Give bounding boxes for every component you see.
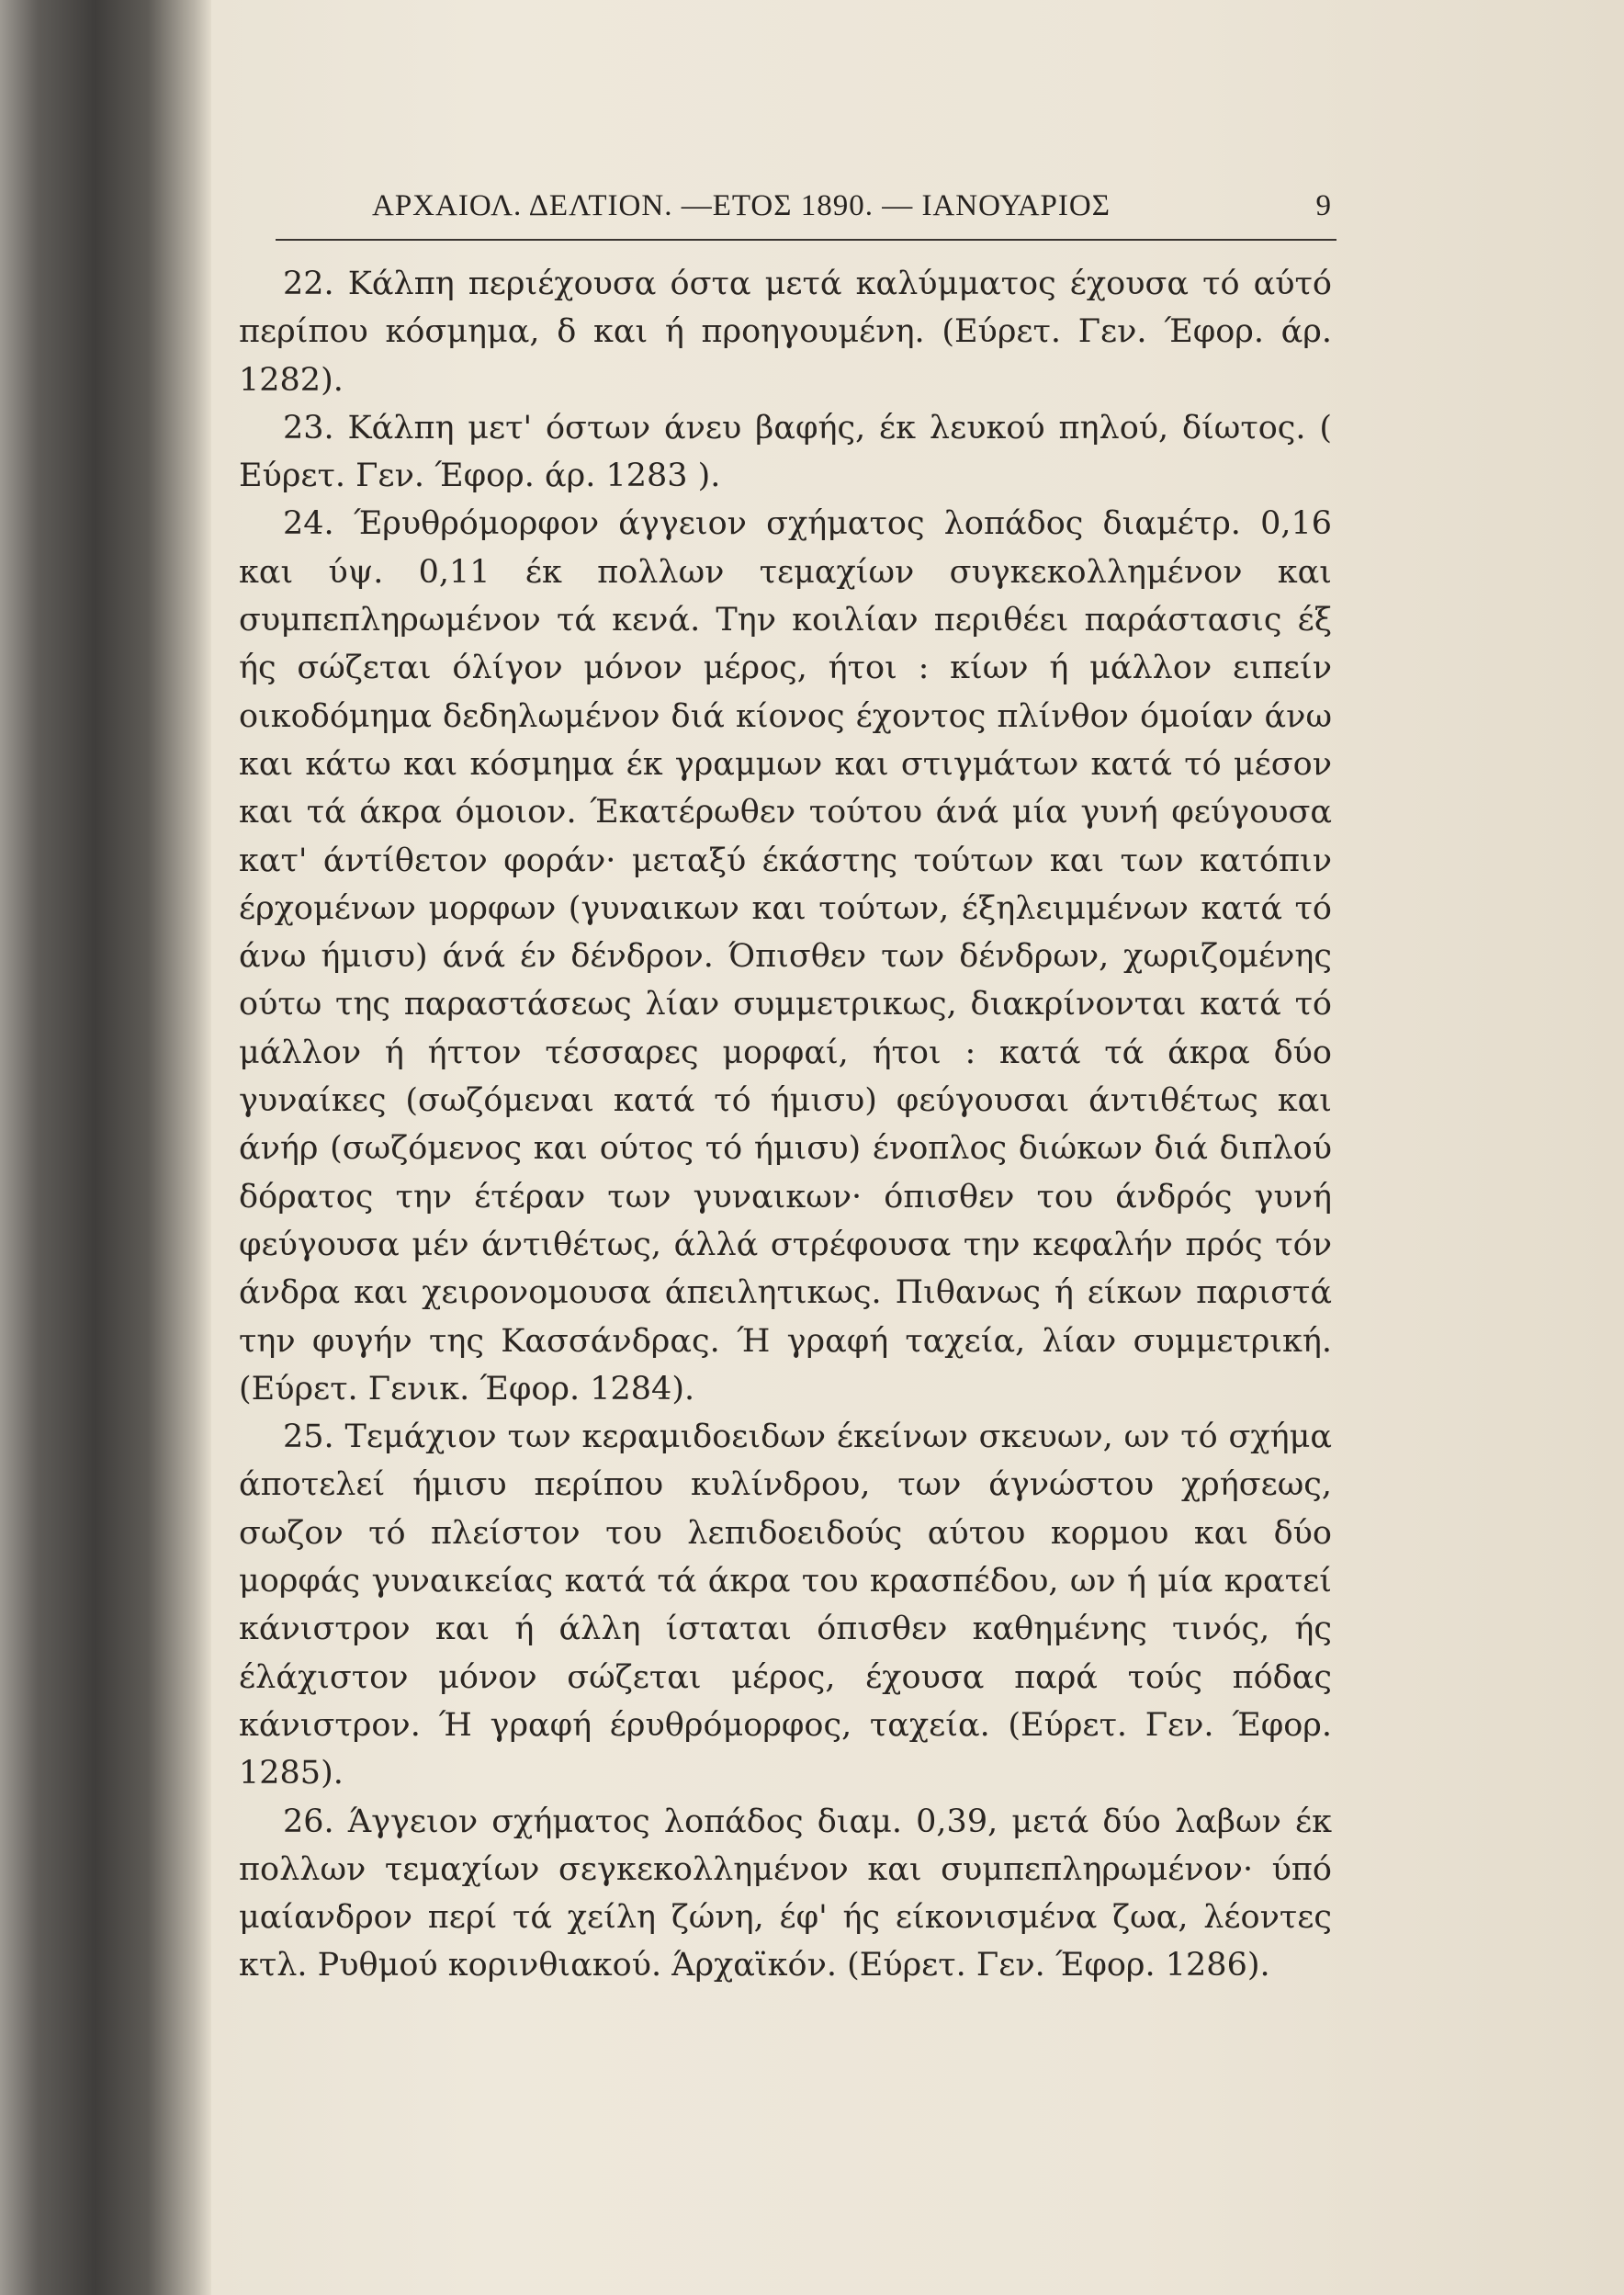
entry-23: 23. Κάλπη μετ' όστων άνευ βαφής, έκ λευκού πηλού, δίωτος. ( Εύρετ. Γεν. Έφορ. άρ. 1283 ). <box>239 409 1332 495</box>
book-binding-shadow <box>0 0 211 2295</box>
entry-22: 22. Κάλπη περιέχουσα όστα μετά καλύμματος έχουσα τό αύτό περίπου κόσμημα, δ και ή προηγουμένη. (Εύρετ. Γεν. Έφορ. άρ. 1282). <box>239 266 1332 399</box>
entry-25: 25. Τεμάχιον των κεραμιδοειδων έκείνων σκευων, ων τό σχήμα άποτελεί ήμισυ περίπου κυλίνδρου, των άγνώστου χρήσεως, σωζον τό πλείστον του λεπιδοειδούς αύτου κορμου και δύο μορφάς γυναικείας κατά τά άκρα του κρασπέδου, ων ή μία κρατεί κάνιστρον και ή άλλη ίσταται όπισθεν καθημένης τινός, ής έλάχιστον μόνον σώζεται μέρος, έχουσα παρά τούς πόδας κάνιστρον. Ή γραφή έρυθρόμορφος, ταχεία. (Εύρετ. Γεν. Έφορ. 1285). <box>239 1419 1332 1792</box>
running-title: ΑΡΧΑΙΟΛ. ΔΕΛΤΙΟΝ. —ΕΤΟΣ 1890. — ΙΑΝΟΥΑΡΙΟΣ <box>372 189 1111 222</box>
catalogue-entries <box>239 260 1332 1990</box>
header-rule <box>276 239 1336 241</box>
page-number: 9 <box>1315 189 1332 222</box>
entry-24: 24. Έρυθρόμορφον άγγειον σχήματος λοπάδος διαμέτρ. 0,16 και ύψ. 0,11 έκ πολλων τεμαχίων συγκεκολλημένον και συμπεπληρωμένον τά κενά. Την κοιλίαν περιθέει παράστασις έξ ής σώζεται όλίγον μόνον μέρος, ήτοι : κίων ή μάλλον ειπείν οικοδόμημα δεδηλωμένον διά κίονος έχοντος πλίνθον όμοίαν άνω και κάτω και κόσμημα έκ γραμμων και στιγμάτων κατά τό μέσον και τά άκρα όμοιον. Έκατέρωθεν τούτου άνά μία γυνή φεύγουσα κατ' άντίθετον φοράν· μεταξύ έκάστης τούτων και των κατόπιν έρχομένων μορφων (γυναικων και τούτων, έξηλειμμένων κατά τό άνω ήμισυ) άνά έν δένδρον. Όπισθεν των δένδρων, χωριζομένης ούτω της παραστάσεως λίαν συμμετρικως, διακρίνονται κατά τό μάλλον ή ήττον τέσσαρες μορφαί, ήτοι : κατά τά άκρα δύο γυναίκες (σωζόμεναι κατά τό ήμισυ) φεύγουσαι άντιθέτως και άνήρ (σωζόμενος και ούτος τό ήμισυ) ένοπλος διώκων διά διπλού δόρατος την έτέραν των γυναικων· όπισθεν του άνδρός γυνή φεύγουσα μέν άντιθέτως, άλλά στρέφουσα την κεφαλήν πρός τόν άνδρα και χειρονομουσα άπειλητικως. Πιθανως ή είκων παριστά την φυγήν της Κασσάνδρας. Ή γραφή ταχεία, λίαν συμμετρική. (Εύρετ. Γενικ. Έφορ. 1284). <box>239 505 1332 1408</box>
entry-26: 26. Άγγειον σχήματος λοπάδος διαμ. 0,39, μετά δύο λαβων έκ πολλων τεμαχίων σεγκεκολλημένον και συμπεπληρωμένον· ύπό μαίανδρον περί τά χείλη ζώνη, έφ' ής είκονισμένα ζωα, λέοντες κτλ. Ρυθμού κορινθιακού. Άρχαϊκόν. (Εύρετ. Γεν. Έφορ. 1286). <box>239 1803 1332 1984</box>
running-header <box>372 189 1332 237</box>
